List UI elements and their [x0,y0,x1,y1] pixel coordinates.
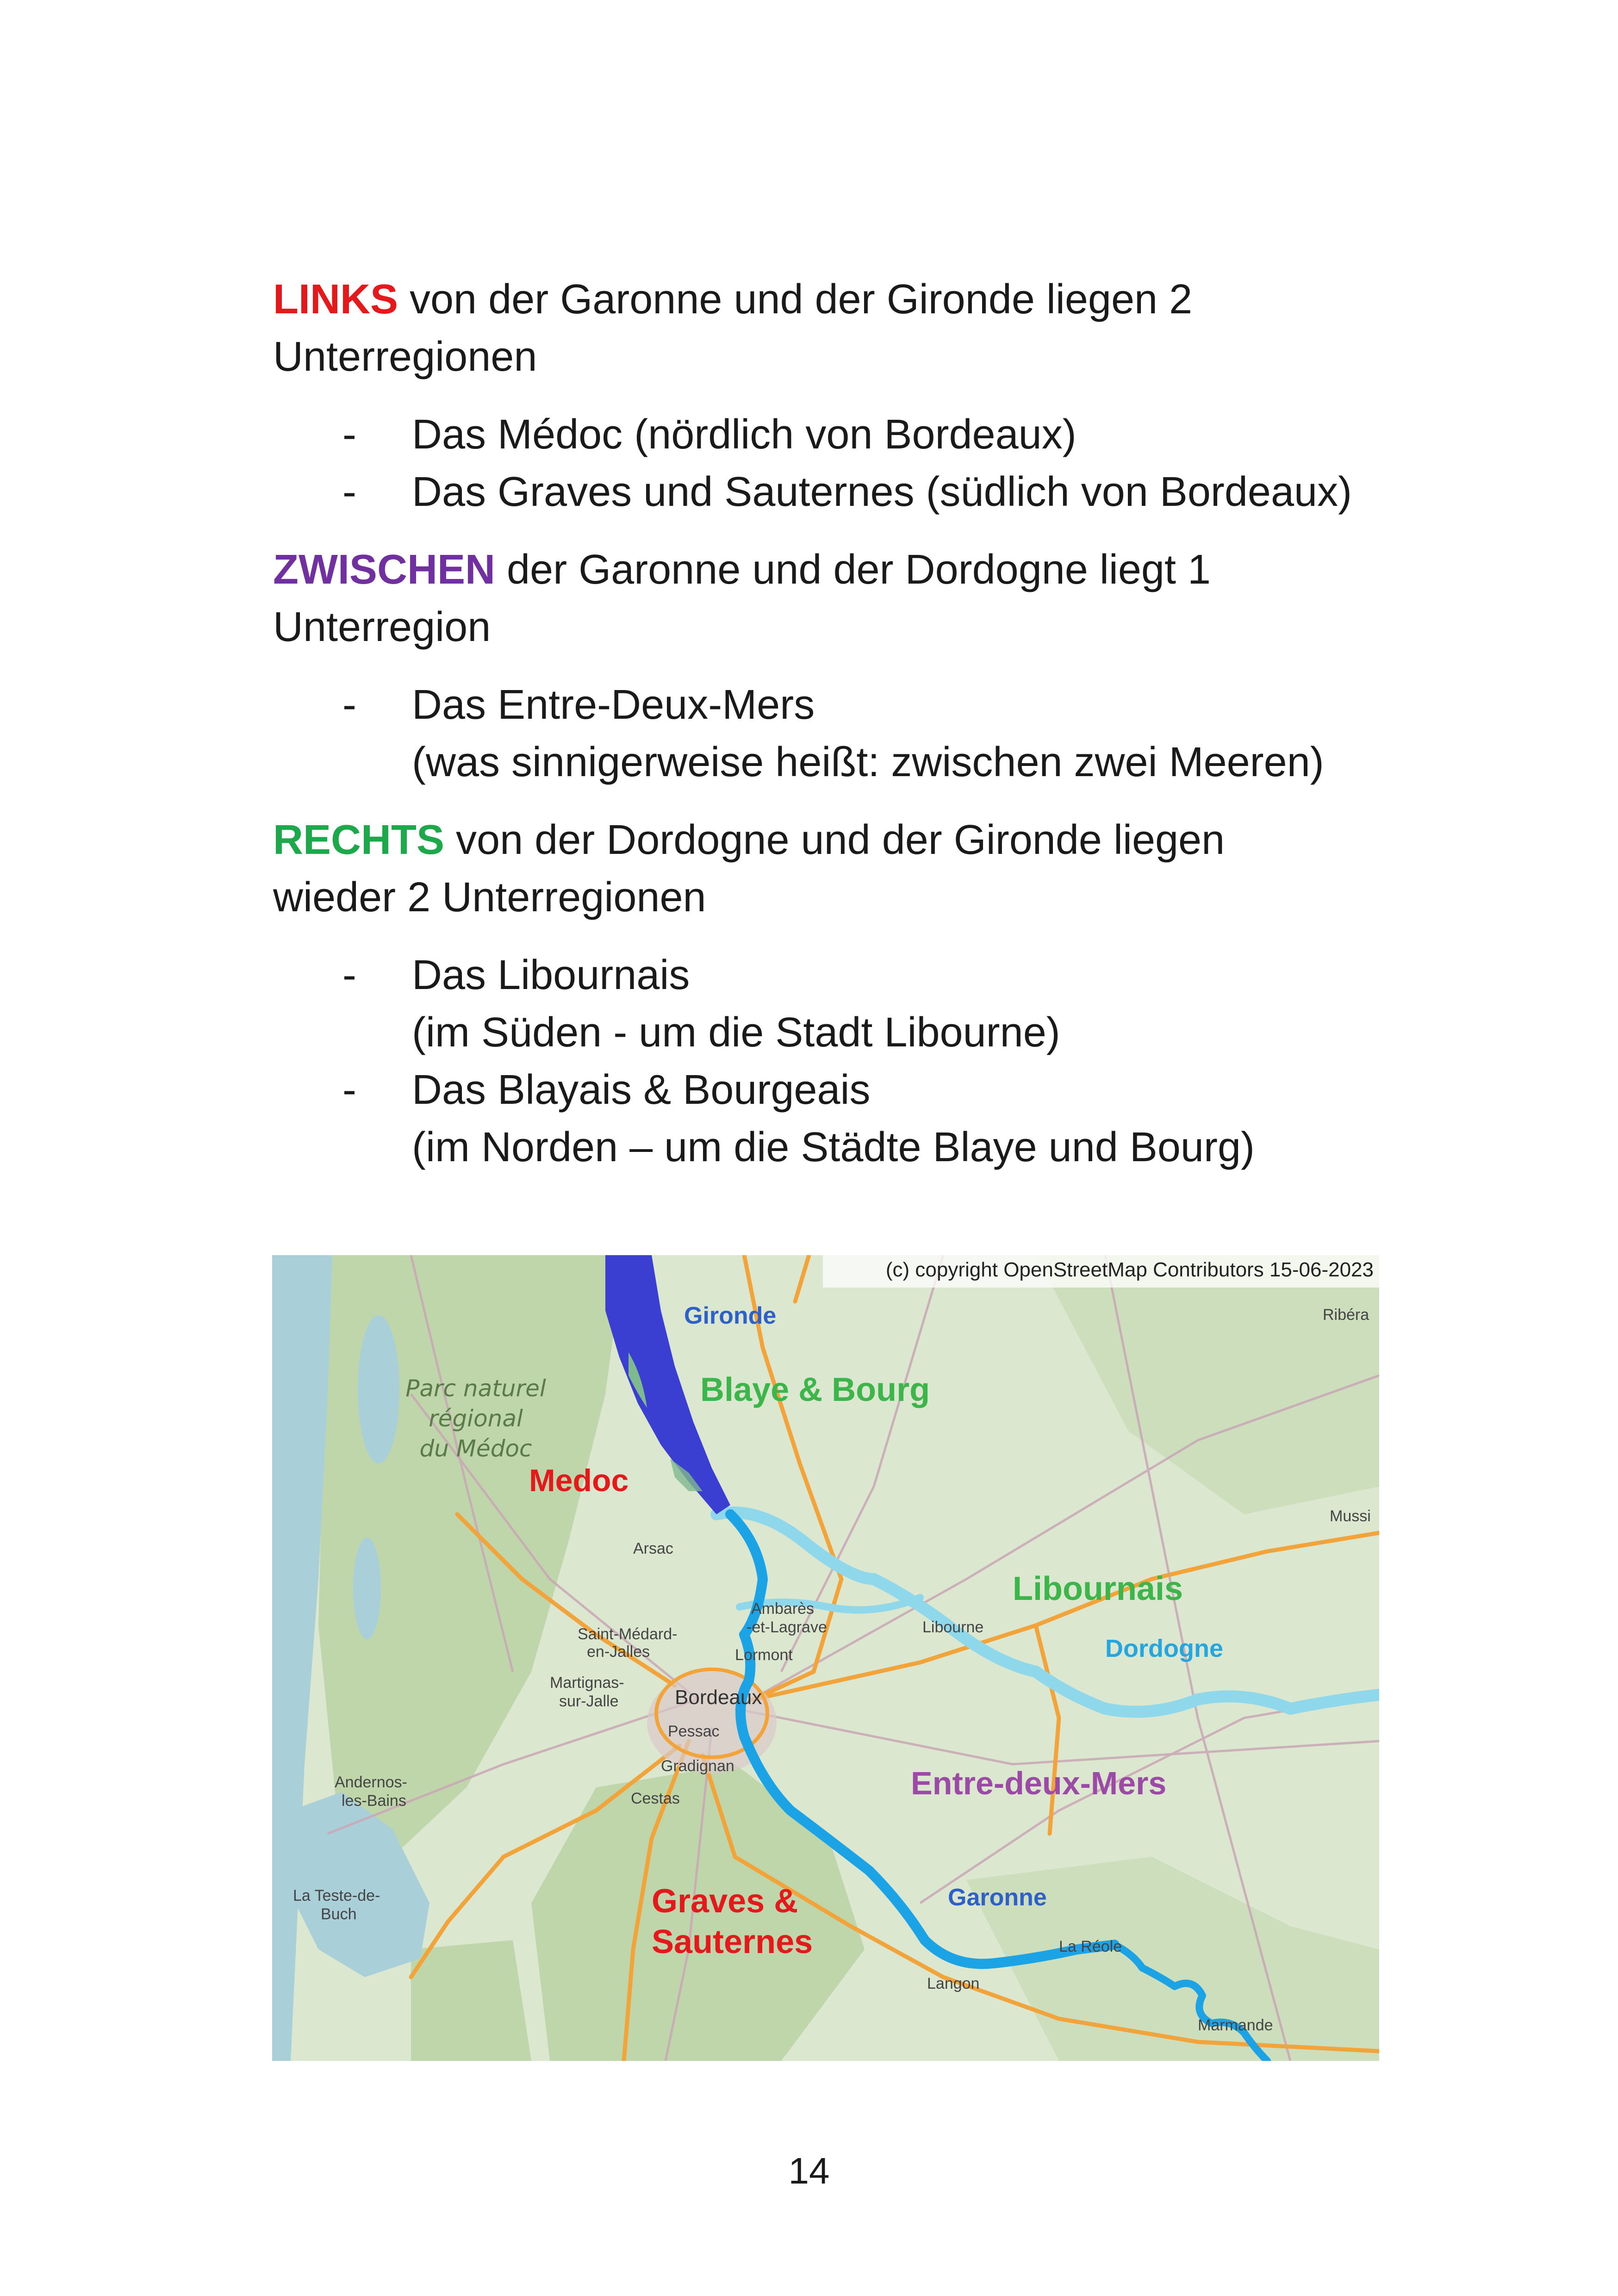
list-item [273,406,1384,463]
map-label-medoc: Medoc [529,1463,629,1498]
bullet-text: Das Graves und Sauternes (südlich von Bordeaux) [412,469,1352,515]
text-block [273,271,1384,1196]
map-place-saint-medard-2: en-Jalles [587,1643,650,1661]
map-place-lormont: Lormont [735,1646,793,1664]
map-place-la-reole: La Réole [1059,1938,1122,1955]
map-place-mussi: Mussi [1330,1507,1371,1525]
keyword-rechts: RECHTS [273,817,445,863]
bullet-subtext: (was sinnigerweise heißt: zwischen zwei Meeren) [412,739,1324,785]
map-place-martignas-2: sur-Jalle [559,1692,619,1710]
map-label-libournais: Libournais [1013,1570,1183,1607]
map-label-gironde: Gironde [684,1302,777,1329]
map-place-andernos: Andernos- [335,1773,407,1791]
list-item [273,946,1384,1061]
bullet-list-rechts [273,946,1384,1176]
map-park-line: régional [429,1405,523,1432]
keyword-zwischen: ZWISCHEN [273,547,495,593]
map-image [272,1255,1379,2061]
map-place-cestas: Cestas [631,1790,680,1807]
bullet-text: Das Médoc (nördlich von Bordeaux) [412,411,1077,458]
map-place-pessac: Pessac [668,1723,720,1740]
map-label-garonne: Garonne [948,1884,1047,1911]
map-place-bordeaux: Bordeaux [675,1686,762,1709]
map-place-libourne: Libourne [922,1618,984,1636]
paragraph-rechts [273,811,1384,926]
map-park-line: du Médoc [419,1435,532,1462]
map-park-line: Parc naturel [405,1375,546,1402]
map-lake [358,1315,399,1463]
map-place-ambares-2: -et-Lagrave [747,1618,827,1636]
paragraph-text: von der Garonne und der Gironde liegen 2 [398,276,1193,323]
map-place-andernos-2: les-Bains [342,1792,406,1810]
map-copyright: (c) copyright OpenStreetMap Contributors 15-06-2023 [885,1258,1374,1281]
keyword-links: LINKS [273,276,398,323]
bullet-subtext: (im Norden – um die Städte Blaye und Bourg) [412,1124,1255,1170]
map-place-arsac: Arsac [633,1540,673,1557]
map-place-la-teste: La Teste-de- [293,1887,380,1904]
bullet-list-zwischen [273,676,1384,791]
map-label-dordogne: Dordogne [1105,1635,1223,1662]
paragraph-text: von der Dordogne und der Gironde liegen [444,817,1225,863]
map-label-sauternes: Sauternes [652,1923,813,1960]
paragraph-text: Unterregionen [273,334,537,380]
page-number: 14 [788,2150,830,2191]
map-label-blaye-bourg: Blaye & Bourg [700,1371,930,1408]
list-item [273,463,1384,521]
paragraph-text: der Garonne und der Dordogne liegt 1 [495,547,1211,593]
map-place-gradignan: Gradignan [661,1757,734,1775]
map-place-saint-medard: Saint-Médard- [578,1625,678,1643]
map-label-graves: Graves & [652,1883,798,1920]
map-place-marmande: Marmande [1198,2016,1273,2034]
bullet-dash: - [342,469,356,515]
map-place-ambares: Ambarès [751,1600,815,1618]
bullet-text: Das Libournais [412,952,690,998]
map-place-la-teste-2: Buch [321,1905,357,1923]
bullet-list-links [273,406,1384,521]
bullet-subtext: (im Süden - um die Stadt Libourne) [412,1009,1060,1056]
map-label-entre-deux-mers: Entre-deux-Mers [911,1765,1167,1801]
map-place-ribera: Ribéra [1323,1306,1369,1324]
paragraph-links [273,271,1384,386]
list-item [273,1061,1384,1176]
list-item [273,676,1384,791]
map-place-langon: Langon [927,1975,980,1992]
paragraph-text: wieder 2 Unterregionen [273,874,706,921]
paragraph-zwischen [273,541,1384,656]
bullet-dash: - [342,1067,356,1113]
bullet-dash: - [342,411,356,458]
map-place-martignas: Martignas- [550,1674,624,1692]
bullet-dash: - [342,952,356,998]
map-svg [272,1255,1379,2061]
bullet-text: Das Entre-Deux-Mers [412,682,815,728]
bullet-text: Das Blayais & Bourgeais [412,1067,871,1113]
map-lake [353,1537,381,1639]
paragraph-text: Unterregion [273,604,491,650]
bullet-dash: - [342,682,356,728]
